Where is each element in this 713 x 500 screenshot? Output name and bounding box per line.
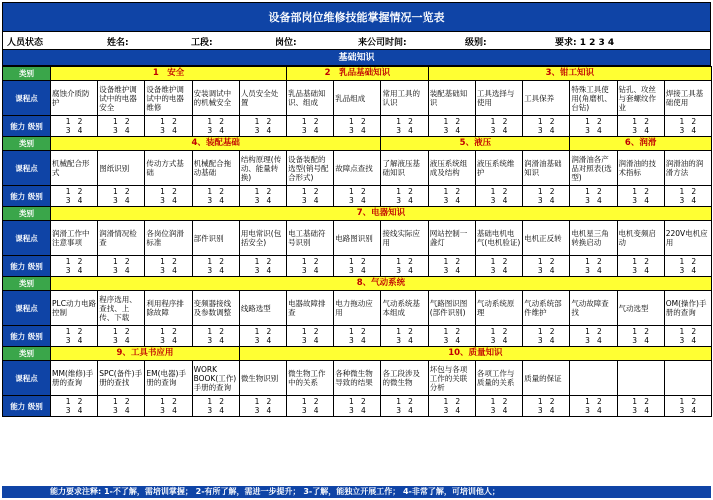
course-label: 课程点 xyxy=(3,151,51,186)
category-header: 3、钳工知识 xyxy=(428,67,711,81)
course-cell: 液压系统组成及结构 xyxy=(428,151,475,186)
ability-level-cell[interactable]: 1 2 3 4 xyxy=(664,256,711,277)
course-cell: 设备装配的选型(销号配合形式) xyxy=(287,151,334,186)
course-row xyxy=(3,361,712,396)
course-cell: OM(操作)手册的查询 xyxy=(664,291,711,326)
ability-level-cell[interactable]: 1 2 3 4 xyxy=(287,186,334,207)
category-row xyxy=(3,67,712,81)
course-cell: 装配基础知识 xyxy=(428,81,475,116)
ability-level-row xyxy=(3,186,712,207)
ability-level-cell[interactable]: 1 2 3 4 xyxy=(98,326,145,347)
course-cell: 润滑油各产品对照表(选型) xyxy=(570,151,617,186)
course-cell: 电器故障排查 xyxy=(287,291,334,326)
course-cell: 用电常识(包括安全) xyxy=(239,221,286,256)
category-row xyxy=(3,207,712,221)
ability-level-cell[interactable]: 1 2 3 4 xyxy=(570,186,617,207)
course-cell: 网站控制一盏灯 xyxy=(428,221,475,256)
course-cell: 变频器接线及参数调整 xyxy=(192,291,239,326)
course-cell xyxy=(617,361,664,396)
info-label: 人员状态 xyxy=(7,38,44,48)
ability-level-cell[interactable]: 1 2 3 4 xyxy=(664,396,711,417)
course-cell: 程序选用、查找、上传、下载 xyxy=(98,291,145,326)
course-cell: 质量的保证 xyxy=(523,361,570,396)
category-label: 类别 xyxy=(3,207,51,221)
course-cell: 乳品组成 xyxy=(334,81,381,116)
ability-level-cell[interactable]: 1 2 3 4 xyxy=(98,116,145,137)
info-work-section: 工段: xyxy=(191,38,213,48)
course-cell: EM(电器)手册的查询 xyxy=(145,361,192,396)
course-cell: 各种微生物导致的结果 xyxy=(334,361,381,396)
course-cell: 气动系统原理 xyxy=(475,291,522,326)
section-basic-knowledge: 基础知识 xyxy=(2,50,711,66)
skills-sheet xyxy=(2,2,711,498)
ability-level-cell[interactable]: 1 2 3 4 xyxy=(334,396,381,417)
ability-level-cell[interactable]: 1 2 3 4 xyxy=(334,116,381,137)
ability-level-cell[interactable]: 1 2 3 4 xyxy=(145,116,192,137)
ability-level-cell[interactable]: 1 2 3 4 xyxy=(239,256,286,277)
info-level: 级别: xyxy=(465,38,487,48)
ability-level-cell[interactable]: 1 2 3 4 xyxy=(192,326,239,347)
category-header: 8、气动系统 xyxy=(51,277,712,291)
ability-level-cell[interactable]: 1 2 3 4 xyxy=(287,396,334,417)
course-row xyxy=(3,291,712,326)
course-cell: MM(维修)手册的查询 xyxy=(51,361,98,396)
ability-level-row xyxy=(3,116,712,137)
sheet-title: 设备部岗位维修技能掌握情况一览表 xyxy=(2,2,711,32)
ability-level-cell[interactable]: 1 2 3 4 xyxy=(334,256,381,277)
category-row xyxy=(3,137,712,151)
category-header: 5、液压 xyxy=(381,137,570,151)
ability-level-cell[interactable]: 1 2 3 4 xyxy=(145,186,192,207)
course-cell: 电力拖动应用 xyxy=(334,291,381,326)
course-cell: 气路图识图(部件识别) xyxy=(428,291,475,326)
course-cell: 了解液压基础知识 xyxy=(381,151,428,186)
course-cell: 液压系统维护 xyxy=(475,151,522,186)
course-cell: 利用程序排除故障 xyxy=(145,291,192,326)
course-cell: 基础电机电气(电机验证) xyxy=(475,221,522,256)
course-row xyxy=(3,221,712,256)
course-cell: 气动系统基本组成 xyxy=(381,291,428,326)
course-cell: 焊接工具基础使用 xyxy=(664,81,711,116)
ability-level-cell[interactable]: 1 2 3 4 xyxy=(145,256,192,277)
course-cell: 乳品基础知识、组成 xyxy=(287,81,334,116)
ability-label: 能力 级别 xyxy=(3,396,51,417)
course-label: 课程点 xyxy=(3,81,51,116)
ability-level-cell[interactable]: 1 2 3 4 xyxy=(570,116,617,137)
course-cell: 部件识别 xyxy=(192,221,239,256)
course-cell: 人员安全处置 xyxy=(239,81,286,116)
ability-level-cell[interactable]: 1 2 3 4 xyxy=(51,256,98,277)
ability-level-cell[interactable]: 1 2 3 4 xyxy=(145,326,192,347)
course-cell: 常用工具的认识 xyxy=(381,81,428,116)
course-cell: 工具选择与使用 xyxy=(475,81,522,116)
ability-level-cell[interactable]: 1 2 3 4 xyxy=(381,256,428,277)
course-row xyxy=(3,81,712,116)
course-cell: 电工基础符号识别 xyxy=(287,221,334,256)
course-cell: 工具保养 xyxy=(523,81,570,116)
category-label: 类别 xyxy=(3,137,51,151)
course-cell: 接线实际应用 xyxy=(381,221,428,256)
ability-level-cell[interactable]: 1 2 3 4 xyxy=(192,256,239,277)
ability-level-cell[interactable]: 1 2 3 4 xyxy=(664,326,711,347)
course-cell: 传动方式基础 xyxy=(145,151,192,186)
ability-level-cell[interactable]: 1 2 3 4 xyxy=(51,186,98,207)
ability-level-cell[interactable]: 1 2 3 4 xyxy=(51,396,98,417)
ability-level-cell[interactable]: 1 2 3 4 xyxy=(475,186,522,207)
ability-level-cell[interactable]: 1 2 3 4 xyxy=(428,326,475,347)
course-label: 课程点 xyxy=(3,361,51,396)
course-cell: 气动故障查找 xyxy=(570,291,617,326)
course-cell: SPC(备件)手册的查找 xyxy=(98,361,145,396)
ability-level-row xyxy=(3,326,712,347)
course-cell: 各工段涉及的微生物 xyxy=(381,361,428,396)
ability-level-cell[interactable]: 1 2 3 4 xyxy=(98,256,145,277)
ability-level-cell[interactable]: 1 2 3 4 xyxy=(145,396,192,417)
info-name: 姓名: xyxy=(107,38,129,48)
course-cell: 线路选型 xyxy=(239,291,286,326)
ability-level-cell[interactable]: 1 2 3 4 xyxy=(428,186,475,207)
ability-level-cell[interactable]: 1 2 3 4 xyxy=(239,396,286,417)
category-row xyxy=(3,277,712,291)
ability-level-cell[interactable]: 1 2 3 4 xyxy=(664,116,711,137)
course-cell: 设备维护调试中的电器安全 xyxy=(98,81,145,116)
ability-level-cell[interactable]: 1 2 3 4 xyxy=(523,396,570,417)
course-cell: 微生物识别 xyxy=(239,361,286,396)
course-cell: 特殊工具使用(角磨机、台钻) xyxy=(570,81,617,116)
ability-level-cell[interactable]: 1 2 3 4 xyxy=(381,116,428,137)
category-row xyxy=(3,347,712,361)
ability-level-cell[interactable]: 1 2 3 4 xyxy=(192,116,239,137)
category-label: 类别 xyxy=(3,347,51,361)
course-cell: 微生物工作中的关系 xyxy=(287,361,334,396)
ability-level-cell[interactable]: 1 2 3 4 xyxy=(381,186,428,207)
category-header: 7、电器知识 xyxy=(51,207,712,221)
course-cell: 电机星三角转换启动 xyxy=(570,221,617,256)
skills-grid xyxy=(2,66,712,417)
ability-level-cell[interactable]: 1 2 3 4 xyxy=(239,116,286,137)
ability-level-cell[interactable]: 1 2 3 4 xyxy=(617,186,664,207)
course-cell: 图纸识别 xyxy=(98,151,145,186)
course-cell: 气动选型 xyxy=(617,291,664,326)
ability-level-cell[interactable]: 1 2 3 4 xyxy=(475,396,522,417)
course-cell: WORK BOOK(工作)手册的查询 xyxy=(192,361,239,396)
ability-level-cell[interactable]: 1 2 3 4 xyxy=(287,326,334,347)
course-cell: 电机变频启动 xyxy=(617,221,664,256)
course-cell: PLC动力电路控制 xyxy=(51,291,98,326)
ability-level-cell[interactable]: 1 2 3 4 xyxy=(475,256,522,277)
course-cell: 腐蚀介质防护 xyxy=(51,81,98,116)
ability-level-cell[interactable]: 1 2 3 4 xyxy=(617,116,664,137)
ability-label: 能力 级别 xyxy=(3,186,51,207)
category-header: 6、润滑 xyxy=(570,137,712,151)
ability-level-cell[interactable]: 1 2 3 4 xyxy=(428,396,475,417)
category-header: 2 乳品基础知识 xyxy=(287,67,429,81)
course-cell: 气动系统部件维护 xyxy=(523,291,570,326)
course-cell: 故障点查找 xyxy=(334,151,381,186)
ability-level-cell[interactable]: 1 2 3 4 xyxy=(381,396,428,417)
ability-level-cell[interactable]: 1 2 3 4 xyxy=(617,396,664,417)
ability-level-cell[interactable]: 1 2 3 4 xyxy=(334,326,381,347)
ability-level-cell[interactable]: 1 2 3 4 xyxy=(617,256,664,277)
ability-level-cell[interactable]: 1 2 3 4 xyxy=(51,326,98,347)
course-cell: 安装调试中的机械安全 xyxy=(192,81,239,116)
course-cell xyxy=(570,361,617,396)
ability-level-cell[interactable]: 1 2 3 4 xyxy=(287,116,334,137)
course-cell: 机械配合形式 xyxy=(51,151,98,186)
info-requirement: 要求: 1 2 3 4 xyxy=(555,38,615,48)
ability-label: 能力 级别 xyxy=(3,116,51,137)
ability-level-cell[interactable]: 1 2 3 4 xyxy=(523,116,570,137)
course-row xyxy=(3,151,712,186)
category-header: 10、质量知识 xyxy=(239,347,711,361)
course-cell: 各岗位润滑标准 xyxy=(145,221,192,256)
ability-level-cell[interactable]: 1 2 3 4 xyxy=(523,186,570,207)
info-join-time: 来公司时间: xyxy=(358,38,407,48)
course-cell: 润滑油的润滑方法 xyxy=(664,151,711,186)
ability-level-cell[interactable]: 1 2 3 4 xyxy=(664,186,711,207)
course-label: 课程点 xyxy=(3,291,51,326)
ability-level-cell[interactable]: 1 2 3 4 xyxy=(287,256,334,277)
category-label: 类别 xyxy=(3,277,51,291)
course-cell: 机械配合拖动基础 xyxy=(192,151,239,186)
ability-label: 能力 级别 xyxy=(3,256,51,277)
course-cell: 电机正反转 xyxy=(523,221,570,256)
course-cell: 润滑情况检查 xyxy=(98,221,145,256)
ability-level-cell[interactable]: 1 2 3 4 xyxy=(98,186,145,207)
ability-level-cell[interactable]: 1 2 3 4 xyxy=(475,326,522,347)
ability-level-cell[interactable]: 1 2 3 4 xyxy=(617,326,664,347)
course-cell: 电路图识别 xyxy=(334,221,381,256)
ability-level-cell[interactable]: 1 2 3 4 xyxy=(98,396,145,417)
ability-level-cell[interactable]: 1 2 3 4 xyxy=(570,256,617,277)
ability-level-cell[interactable]: 1 2 3 4 xyxy=(428,116,475,137)
ability-level-cell[interactable]: 1 2 3 4 xyxy=(192,396,239,417)
ability-level-cell[interactable]: 1 2 3 4 xyxy=(475,116,522,137)
ability-level-cell[interactable]: 1 2 3 4 xyxy=(570,396,617,417)
category-header: 4、装配基础 xyxy=(51,137,381,151)
course-cell: 润滑油的技术指标 xyxy=(617,151,664,186)
ability-level-cell[interactable]: 1 2 3 4 xyxy=(523,256,570,277)
ability-level-cell[interactable]: 1 2 3 4 xyxy=(334,186,381,207)
ability-level-cell[interactable]: 1 2 3 4 xyxy=(239,186,286,207)
course-label: 课程点 xyxy=(3,221,51,256)
ability-level-cell[interactable]: 1 2 3 4 xyxy=(570,326,617,347)
ability-level-cell[interactable]: 1 2 3 4 xyxy=(381,326,428,347)
ability-level-cell[interactable]: 1 2 3 4 xyxy=(428,256,475,277)
ability-level-row xyxy=(3,256,712,277)
ability-label: 能力 级别 xyxy=(3,326,51,347)
personnel-info-row xyxy=(2,32,711,50)
course-cell: 润滑工作中注意事项 xyxy=(51,221,98,256)
footer-legend: 能力要求注释: 1-不了解，需培训掌握； 2-有所了解，需进一步提升； 3-了解，能独立开展工作； 4-非常了解，可培训他人； xyxy=(2,486,711,498)
category-header: 1 安全 xyxy=(51,67,287,81)
course-cell xyxy=(664,361,711,396)
course-cell: 润滑油基础知识 xyxy=(523,151,570,186)
ability-level-row xyxy=(3,396,712,417)
ability-level-cell[interactable]: 1 2 3 4 xyxy=(51,116,98,137)
course-cell: 设备维护调试中的电器维修 xyxy=(145,81,192,116)
info-post: 岗位: xyxy=(275,38,297,48)
category-header: 9、工具书应用 xyxy=(51,347,240,361)
course-cell: 钻孔、攻丝与套螺纹作业 xyxy=(617,81,664,116)
course-cell: 坏包与各项工作的关联分析 xyxy=(428,361,475,396)
ability-level-cell[interactable]: 1 2 3 4 xyxy=(523,326,570,347)
ability-level-cell[interactable]: 1 2 3 4 xyxy=(192,186,239,207)
course-cell: 结构原理(传动、能量转换) xyxy=(239,151,286,186)
course-cell: 220V电机应用 xyxy=(664,221,711,256)
ability-level-cell[interactable]: 1 2 3 4 xyxy=(239,326,286,347)
category-label: 类别 xyxy=(3,67,51,81)
course-cell: 各项工作与质量的关系 xyxy=(475,361,522,396)
